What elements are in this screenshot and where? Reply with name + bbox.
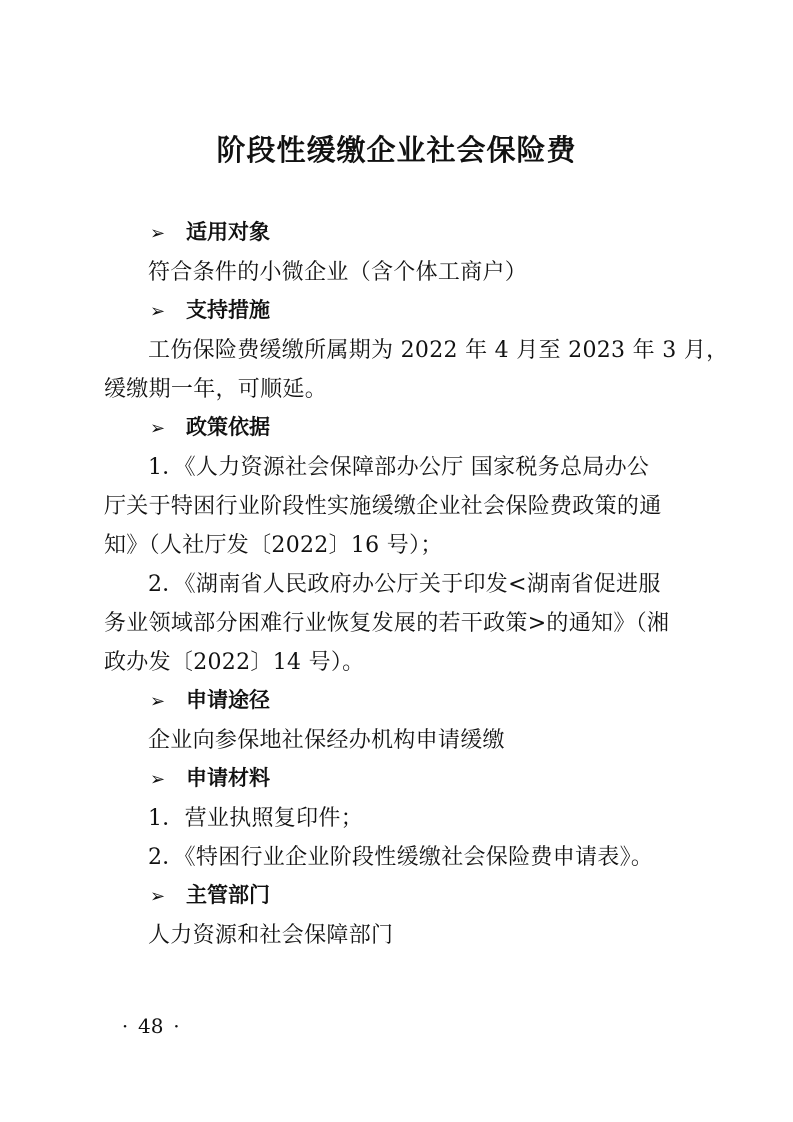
section-heading-label: 政策依据 xyxy=(186,415,270,439)
footer-dot: · xyxy=(121,1014,129,1038)
arrow-bullet-icon: ➢ xyxy=(150,769,166,790)
arrow-bullet-icon: ➢ xyxy=(150,886,166,907)
arrow-bullet-icon: ➢ xyxy=(150,691,166,712)
section-heading-basis xyxy=(150,411,270,441)
body-line: 政办发〔2022〕14 号）。 xyxy=(104,650,365,675)
section-heading-target xyxy=(150,216,270,246)
body-line: 1．《人力资源社会保障部办公厅 国家税务总局办公 xyxy=(148,455,650,480)
body-line: 2．《特困行业企业阶段性缓缴社会保险费申请表》。 xyxy=(148,845,654,870)
section-heading-measures xyxy=(150,294,270,324)
footer-dot: · xyxy=(173,1014,180,1038)
body-line: 符合条件的小微企业（含个体工商户） xyxy=(148,260,528,285)
body-line: 厅关于特困行业阶段性实施缓缴企业社会保险费政策的通 xyxy=(104,494,662,519)
arrow-bullet-icon: ➢ xyxy=(150,418,166,439)
section-heading-materials xyxy=(150,762,270,792)
arrow-bullet-icon: ➢ xyxy=(150,301,166,322)
body-line: 1．营业执照复印件； xyxy=(148,806,363,831)
section-heading-label: 支持措施 xyxy=(186,298,270,322)
body-line: 企业向参保地社保经办机构申请缓缴 xyxy=(148,728,505,753)
section-heading-label: 申请途径 xyxy=(186,688,270,712)
section-heading-label: 主管部门 xyxy=(186,883,270,907)
body-line: 人力资源和社会保障部门 xyxy=(148,923,394,948)
body-line: 知》（人社厅发〔2022〕16 号）； xyxy=(104,533,443,558)
section-heading-label: 申请材料 xyxy=(186,766,270,790)
page-number: 48 xyxy=(138,1014,164,1038)
arrow-bullet-icon: ➢ xyxy=(150,223,166,244)
body-line: 2．《湖南省人民政府办公厅关于印发<湖南省促进服 xyxy=(148,572,661,597)
section-heading-label: 适用对象 xyxy=(186,220,270,244)
body-line: 缓缴期一年，可顺延。 xyxy=(104,377,328,402)
page-title: 阶段性缓缴企业社会保险费 xyxy=(216,133,577,167)
section-heading-department xyxy=(150,879,270,909)
page-footer xyxy=(112,1014,189,1038)
body-line: 工伤保险费缓缴所属期为 2022 年 4 月至 2023 年 3 月， xyxy=(148,338,729,363)
section-heading-channel xyxy=(150,684,270,714)
body-line: 务业领域部分困难行业恢复发展的若干政策>的通知》（湘 xyxy=(104,611,670,636)
